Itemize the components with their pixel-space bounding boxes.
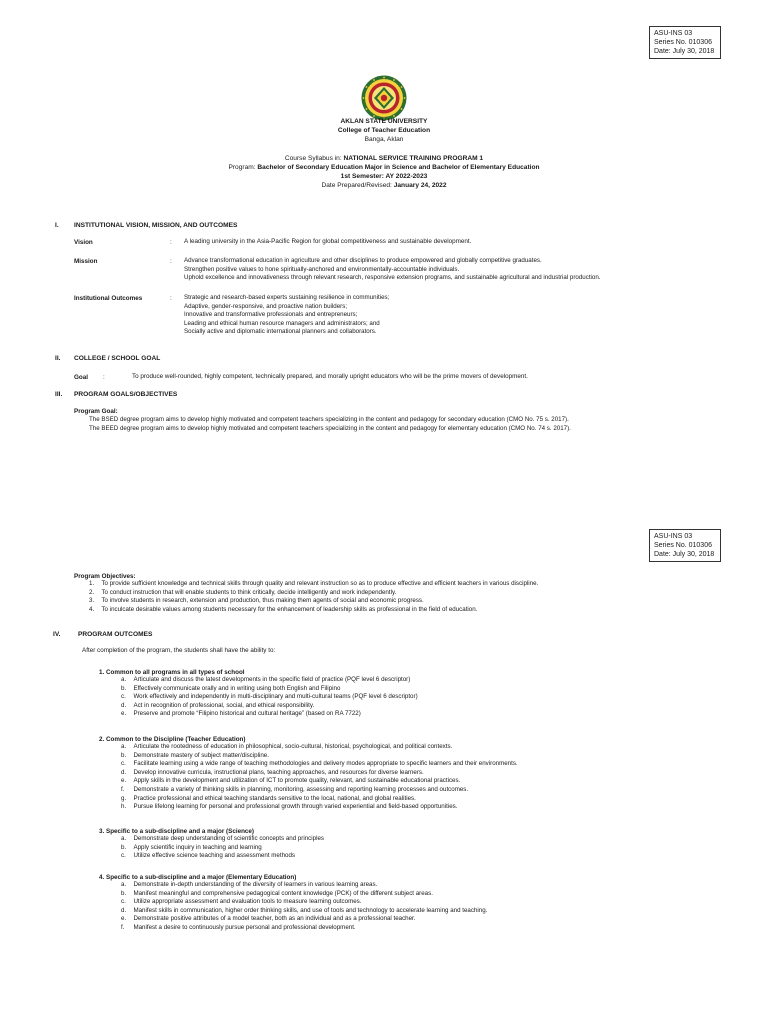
objective-number: 3. — [89, 597, 95, 605]
outcome-letter: e. — [121, 710, 127, 718]
outcome-letter: d. — [121, 906, 127, 914]
program-goal-list — [89, 416, 571, 433]
doc-date: Date: July 30, 2018 — [654, 48, 715, 55]
outcome-text: Work effectively and independently in multi-disciplinary and multi-cultural teams (PQF level 6 descriptor) — [133, 693, 418, 701]
section-4-title: PROGRAM OUTCOMES — [78, 631, 153, 638]
outcome-item — [121, 769, 518, 778]
outcome-item — [121, 710, 418, 719]
syllabus-prefix: Course Syllabus in: — [284, 155, 344, 162]
program-objectives-list — [89, 580, 538, 614]
institutional-outcomes-list — [184, 294, 389, 337]
outcome-item — [121, 844, 324, 853]
document-code-box — [649, 26, 721, 59]
outcome-letter: c. — [121, 693, 126, 701]
program-line — [0, 164, 768, 172]
objective-item — [89, 597, 538, 606]
outcome-item — [121, 702, 418, 711]
outcome-text: Facilitate learning using a wide range of teaching methodologies and delivery modes appropriate to specific learners and their environments. — [133, 760, 518, 768]
outcome-letter: c. — [121, 898, 126, 906]
outcome-item — [121, 786, 518, 795]
university-seal-logo — [361, 75, 407, 121]
vision-label: Vision — [74, 239, 93, 246]
outcome-item — [121, 803, 518, 812]
outcome-letter: b. — [121, 889, 127, 897]
outcome-item — [121, 693, 418, 702]
document-page-1 — [0, 0, 768, 500]
outcome-text: Demonstrate deep understanding of scientific concepts and principles — [133, 835, 325, 842]
program-goal-line: The BSED degree program aims to develop highly motivated and competent teachers specializing in the content and pedagogy for secondary education (CMO No. 75 s. 2017). — [89, 416, 569, 423]
outcome-item — [121, 743, 518, 752]
goal-colon: : — [103, 374, 105, 381]
mission-list — [184, 257, 601, 283]
outcome-item — [121, 924, 487, 933]
outcome-text: Preserve and promote “Filipino historical and cultural heritage” (based on RA 7722) — [133, 710, 361, 718]
outcome-text: Demonstrate positive attributes of a model teacher, both as an individual and as a professional teacher. — [133, 915, 416, 923]
section-1-title: INSTITUTIONAL VISION, MISSION, AND OUTCOMES — [74, 222, 238, 229]
doc-date: Date: July 30, 2018 — [654, 551, 715, 558]
program-objectives-heading: Program Objectives: — [74, 573, 136, 580]
objective-number: 2. — [89, 588, 95, 596]
objective-text: To provide sufficient knowledge and technical skills through quality and relevant instruction so as to produce effective and efficient teachers in various discipline. — [101, 580, 539, 587]
mission-line: Uphold excellence and innovativeness through relevant research, responsive extension programs, and sustainable agricultural and industrial production. — [184, 274, 601, 282]
outcome-text: Demonstrate mastery of subject matter/discipline. — [133, 751, 269, 759]
outcome-line: Socially active and diplomatic international planners and collaborators. — [184, 328, 377, 336]
section-2-title: COLLEGE / SCHOOL GOAL — [74, 355, 161, 362]
objective-number: 4. — [89, 605, 95, 613]
document-code-box — [649, 529, 721, 562]
outcome-letter: a. — [121, 743, 127, 750]
section-3-title: PROGRAM GOALS/OBJECTIVES — [74, 391, 178, 398]
outcomes-colon: : — [170, 295, 172, 302]
mission-colon: : — [170, 258, 172, 265]
outcome-item — [121, 676, 418, 685]
mission-line: Strengthen positive values to hone spiritually-anchored and environmentally-accountable individuals. — [184, 265, 460, 273]
outcome-text: Articulate and discuss the latest developments in the specific field of practice (PQF level 6 descriptor) — [133, 676, 411, 683]
outcome-item — [121, 835, 324, 844]
outcome-group-2-title: 2. Common to the Discipline (Teacher Education) — [99, 736, 246, 743]
outcome-line: Leading and ethical human resource managers and administrators; and — [184, 319, 380, 327]
outcome-letter: g. — [121, 794, 127, 802]
outcome-item — [121, 915, 487, 924]
outcome-group-3-list — [121, 835, 324, 861]
doc-series: Series No. 010306 — [654, 542, 712, 549]
outcome-letter: b. — [121, 843, 127, 851]
objective-number: 1. — [89, 580, 95, 587]
outcome-letter: f. — [121, 785, 125, 793]
outcome-text: Utilize effective science teaching and assessment methods — [133, 852, 295, 860]
institutional-outcomes-label: Institutional Outcomes — [74, 295, 143, 302]
section-4-number: IV. — [53, 631, 61, 638]
doc-code: ASU-INS 03 — [654, 30, 693, 37]
outcome-group-4-list — [121, 881, 487, 933]
vision-text: A leading university in the Asia-Pacific Region for global competitiveness and sustainable development. — [184, 238, 472, 245]
doc-code: ASU-INS 03 — [654, 533, 693, 540]
vision-colon: : — [170, 239, 172, 246]
outcome-text: Apply skills in the development and utilization of ICT to promote quality, relevant, and sustainable educational practices. — [133, 777, 461, 785]
outcome-item — [121, 907, 487, 916]
outcome-item — [121, 881, 487, 890]
objective-text: To conduct instruction that will enable students to think critically, decide intelligently and work independently. — [101, 588, 397, 596]
course-title: NATIONAL SERVICE TRAINING PROGRAM 1 — [343, 155, 484, 162]
date-prepared-line — [0, 182, 768, 190]
outcome-text: Utilize appropriate assessment and evaluation tools to measure learning outcomes. — [133, 898, 362, 906]
date-prefix: Date Prepared/Revised: — [321, 182, 394, 189]
section-2-number: II. — [55, 355, 61, 362]
semester-line: 1st Semester: AY 2022-2023 — [340, 173, 428, 180]
section-1-number: I. — [55, 222, 59, 229]
outcome-line: Adaptive, gender-responsive, and proactive nation builders; — [184, 302, 348, 310]
outcome-item — [121, 777, 518, 786]
outcome-item — [121, 760, 518, 769]
outcome-item — [121, 898, 487, 907]
mission-line: Advance transformational education in agriculture and other disciplines to produce empowered and globally competitive graduates. — [184, 257, 542, 264]
outcome-item — [121, 685, 418, 694]
outcome-group-4-title: 4. Specific to a sub-discipline and a major (Elementary Education) — [99, 874, 297, 881]
outcome-letter: a. — [121, 881, 127, 888]
outcome-text: Practice professional and ethical teaching standards sensitive to the local, national, and global realities. — [133, 794, 416, 802]
outcome-text: Pursue lifelong learning for personal and professional growth through varied experiential and field-based opportunities. — [133, 803, 458, 811]
outcome-letter: c. — [121, 760, 126, 768]
objective-text: To involve students in research, extension and production, thus making them agents of social and economic progress. — [101, 597, 424, 605]
outcome-text: Manifest meaningful and comprehensive pedagogical content knowledge (PCK) of the different subject areas. — [133, 889, 433, 897]
objective-item — [89, 589, 538, 598]
outcome-letter: a. — [121, 676, 127, 683]
course-syllabus-line — [0, 155, 768, 163]
outcome-text: Apply scientific inquiry in teaching and learning — [133, 843, 262, 851]
program-name: Bachelor of Secondary Education Major in Science and Bachelor of Elementary Education — [257, 164, 540, 171]
outcome-letter: f. — [121, 923, 125, 931]
outcome-letter: b. — [121, 751, 127, 759]
outcome-text: Effectively communicate orally and in writing using both English and Filipino — [133, 684, 341, 692]
mission-label: Mission — [74, 258, 98, 265]
outcome-group-2-list — [121, 743, 518, 812]
outcome-line: Innovative and transformative professionals and entrepreneurs; — [184, 311, 358, 319]
outcome-letter: c. — [121, 852, 126, 860]
outcome-letter: e. — [121, 915, 127, 923]
outcome-letter: h. — [121, 803, 127, 811]
outcome-item — [121, 852, 324, 861]
section-3-number: III. — [55, 391, 63, 398]
outcome-item — [121, 890, 487, 899]
program-goal-line: The BEED degree program aims to develop highly motivated and competent teachers specializing in the content and pedagogy for elementary education (CMO No. 74 s. 2017). — [89, 424, 571, 432]
objective-item — [89, 606, 538, 615]
goal-label: Goal — [74, 374, 88, 381]
goal-text: To produce well-rounded, highly competent, technically prepared, and morally upright educators who will be the prime movers of development. — [132, 373, 528, 380]
objective-item — [89, 580, 538, 589]
outcome-item — [121, 752, 518, 761]
outcome-text: Act in recognition of professional, social, and ethical responsibility. — [133, 701, 315, 709]
outcome-line: Strategic and research-based experts sustaining resilience in communities; — [184, 294, 390, 301]
outcome-text: Manifest a desire to continuously pursue personal and professional development. — [133, 923, 356, 931]
date-value: January 24, 2022 — [393, 182, 447, 189]
objective-text: To inculcate desirable values among students necessary for the enhancement of leadership skills as professional in the field of education. — [101, 605, 478, 613]
doc-series: Series No. 010306 — [654, 39, 712, 46]
program-goal-heading: Program Goal: — [74, 408, 118, 415]
college-name: College of Teacher Education — [337, 127, 431, 134]
outcome-letter: d. — [121, 768, 127, 776]
outcome-item — [121, 795, 518, 804]
outcome-letter: e. — [121, 777, 127, 785]
outcome-group-1-title: 1. Common to all programs in all types of school — [99, 669, 245, 676]
outcome-text: Demonstrate a variety of thinking skills in planning, monitoring, assessing and reporting learning processes and outcomes. — [133, 785, 469, 793]
outcome-letter: b. — [121, 684, 127, 692]
outcome-text: Demonstrate in-depth understanding of the diversity of learners in various learning areas. — [133, 881, 378, 888]
document-page-2 — [0, 500, 768, 1024]
outcome-text: Articulate the rootedness of education in philosophical, socio-cultural, historical, psychological, and political contexts. — [133, 743, 453, 750]
outcome-group-3-title: 3. Specific to a sub-discipline and a major (Science) — [99, 828, 255, 835]
outcome-group-1-list — [121, 676, 418, 719]
outcome-letter: d. — [121, 701, 127, 709]
university-name: AKLAN STATE UNIVERSITY — [340, 118, 428, 125]
campus-location: Banga, Aklan — [364, 136, 404, 143]
program-outcomes-intro: After completion of the program, the students shall have the ability to: — [82, 647, 276, 654]
outcome-letter: a. — [121, 835, 127, 842]
program-prefix: Program: — [228, 164, 258, 171]
outcome-text: Develop innovative curricula, instructional plans, teaching approaches, and resources for diverse learners. — [133, 768, 424, 776]
outcome-text: Manifest skills in communication, higher order thinking skills, and use of tools and technology to accelerate learning and teaching. — [133, 906, 488, 914]
